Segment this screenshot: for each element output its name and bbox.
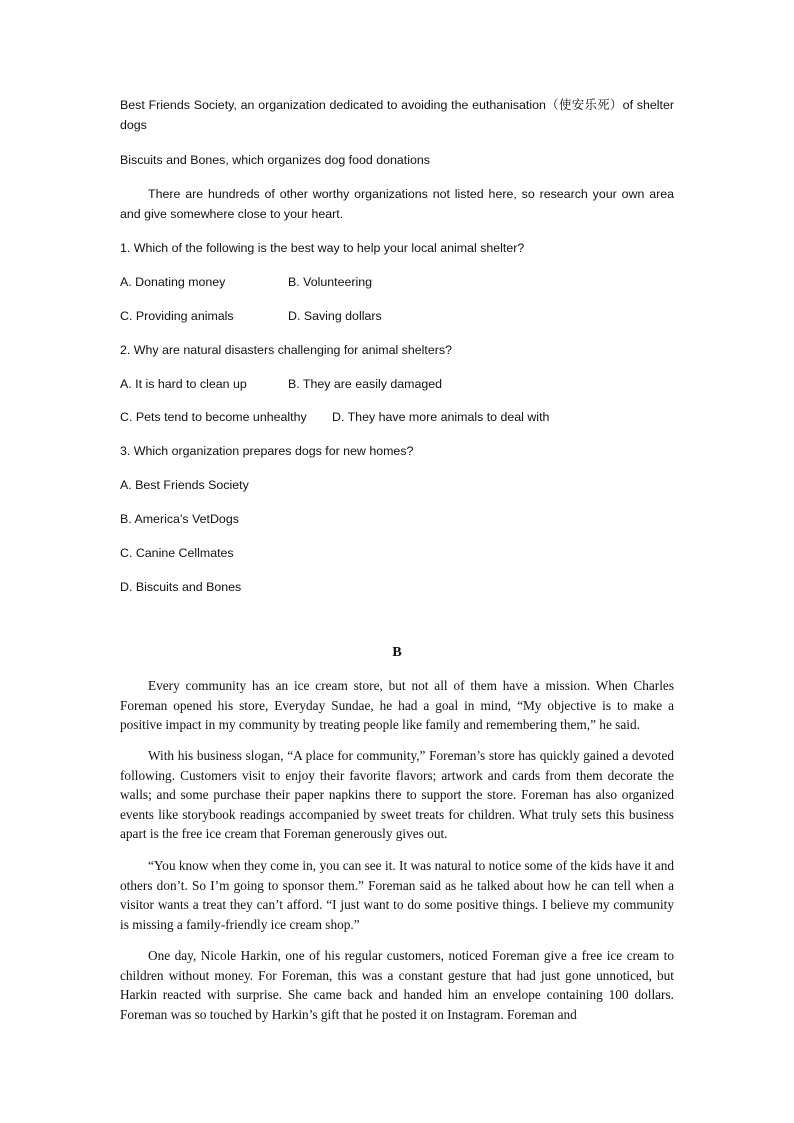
list-item-biscuits-and-bones: Biscuits and Bones, which organizes dog food donations [120,153,430,167]
q2-option-b: B. They are easily damaged [288,377,443,391]
q3-option-a: A. Best Friends Society [120,478,249,492]
q3-option-b: B. America’s VetDogs [120,512,239,526]
question-3-stem: 3. Which organization prepares dogs for new homes? [120,444,414,458]
passage-b-paragraph-1: Every community has an ice cream store, but not all of them have a mission. When Charles Foreman opened his store, Everyday Sundae, he had a goal in mind, “My objective is to make a positive impact in my community by treating people like family and remembering them,” he said. [120,678,674,733]
q2-option-d: D. They have more animals to deal with [332,410,550,424]
q2-option-a: A. It is hard to clean up [120,377,247,391]
q1-option-b: B. Volunteering [288,275,373,289]
question-2-stem: 2. Why are natural disasters challenging for animal shelters? [120,343,452,357]
list-item-best-friends: Best Friends Society, an organization dedicated to avoiding the euthanisation（使安乐死）of shelter dogs [120,98,674,132]
closing-paragraph: There are hundreds of other worthy organizations not listed here, so research your own area and give somewhere close to your heart. [120,187,674,221]
passage-b-paragraph-3: “You know when they come in, you can see it. It was natural to notice some of the kids have it and others don’t. So I’m going to sponsor them.” Foreman said as he talked about how he can tell when a visitor wants a treat they can’t afford. “I just want to do some positive things. I believe my community is missing a family-friendly ice cream shop.” [120,858,674,932]
question-1-stem: 1. Which of the following is the best way to help your local animal shelter? [120,241,525,255]
q3-option-d: D. Biscuits and Bones [120,580,242,594]
passage-b-paragraph-4: One day, Nicole Harkin, one of his regular customers, noticed Foreman give a free ice cream to children without money. For Foreman, this was a constant gesture that had just gone unnoticed, but Harkin reacted with surprise. She came back and handed him an envelope containing 100 dollars. Foreman was so touched by Harkin’s gift that he posted it on Instagram. Foreman and [120,948,674,1022]
q3-option-c: C. Canine Cellmates [120,546,234,560]
q2-option-c: C. Pets tend to become unhealthy [120,410,307,424]
section-heading: B [392,645,402,660]
passage-b-paragraph-2: With his business slogan, “A place for community,” Foreman’s store has quickly gained a devoted following. Customers visit to enjoy their favorite flavors; artwork and cards from them decorate the walls; and some purchase their paper napkins there to support the store. Foreman has also organized events like storybook readings accompanied by sweet treats for children. What truly sets this business apart is the free ice cream that Foreman generously gives out. [120,748,674,842]
q1-option-c: C. Providing animals [120,309,234,323]
q1-option-d: D. Saving dollars [288,309,382,323]
q1-option-a: A. Donating money [120,275,226,289]
